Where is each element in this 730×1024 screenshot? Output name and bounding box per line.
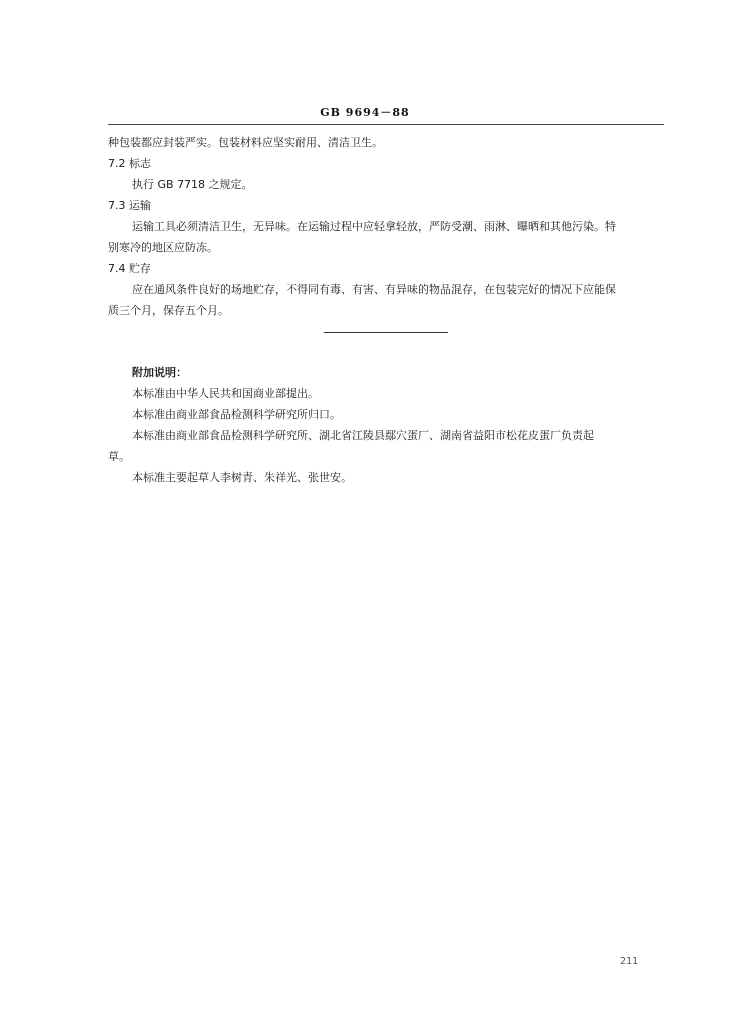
appendix-notes <box>108 362 664 488</box>
appendix-line: 本标准由商业部食品检测科学研究所、湖北省江陵县鄢穴蛋厂、湖南省益阳市松花皮蛋厂负责起 <box>132 429 594 442</box>
section-heading-7-2: 7.2 标志 <box>108 157 151 170</box>
section-divider <box>324 332 448 333</box>
body-line: 种包装都应封装严实。包装材料应坚实耐用、清洁卫生。 <box>108 136 383 149</box>
appendix-line: 本标准由商业部食品检测科学研究所归口。 <box>132 408 341 421</box>
body-text <box>108 132 664 321</box>
appendix-line: 本标准主要起草人李树青、朱祥光、张世安。 <box>132 471 352 484</box>
appendix-line: 草。 <box>108 450 130 463</box>
body-line: 执行 GB 7718 之规定。 <box>132 178 253 191</box>
body-line: 别寒冷的地区应防冻。 <box>108 241 218 254</box>
header-rule <box>108 124 664 125</box>
page-number: 211 <box>620 956 639 967</box>
body-line: 应在通风条件良好的场地贮存，不得同有毒、有害、有异味的物品混存，在包装完好的情况下应能保 <box>132 283 616 296</box>
section-heading-7-4: 7.4 贮存 <box>108 262 151 275</box>
appendix-line: 本标准由中华人民共和国商业部提出。 <box>132 387 319 400</box>
body-line: 运输工具必须清洁卫生，无异味。在运输过程中应轻拿轻放，严防受潮、雨淋、曝晒和其他污染。特 <box>132 220 616 233</box>
section-heading-7-3: 7.3 运输 <box>108 199 151 212</box>
body-line: 质三个月，保存五个月。 <box>108 304 229 317</box>
appendix-title: 附加说明： <box>132 366 187 379</box>
standard-code-header: GB 9694－88 <box>320 106 410 119</box>
